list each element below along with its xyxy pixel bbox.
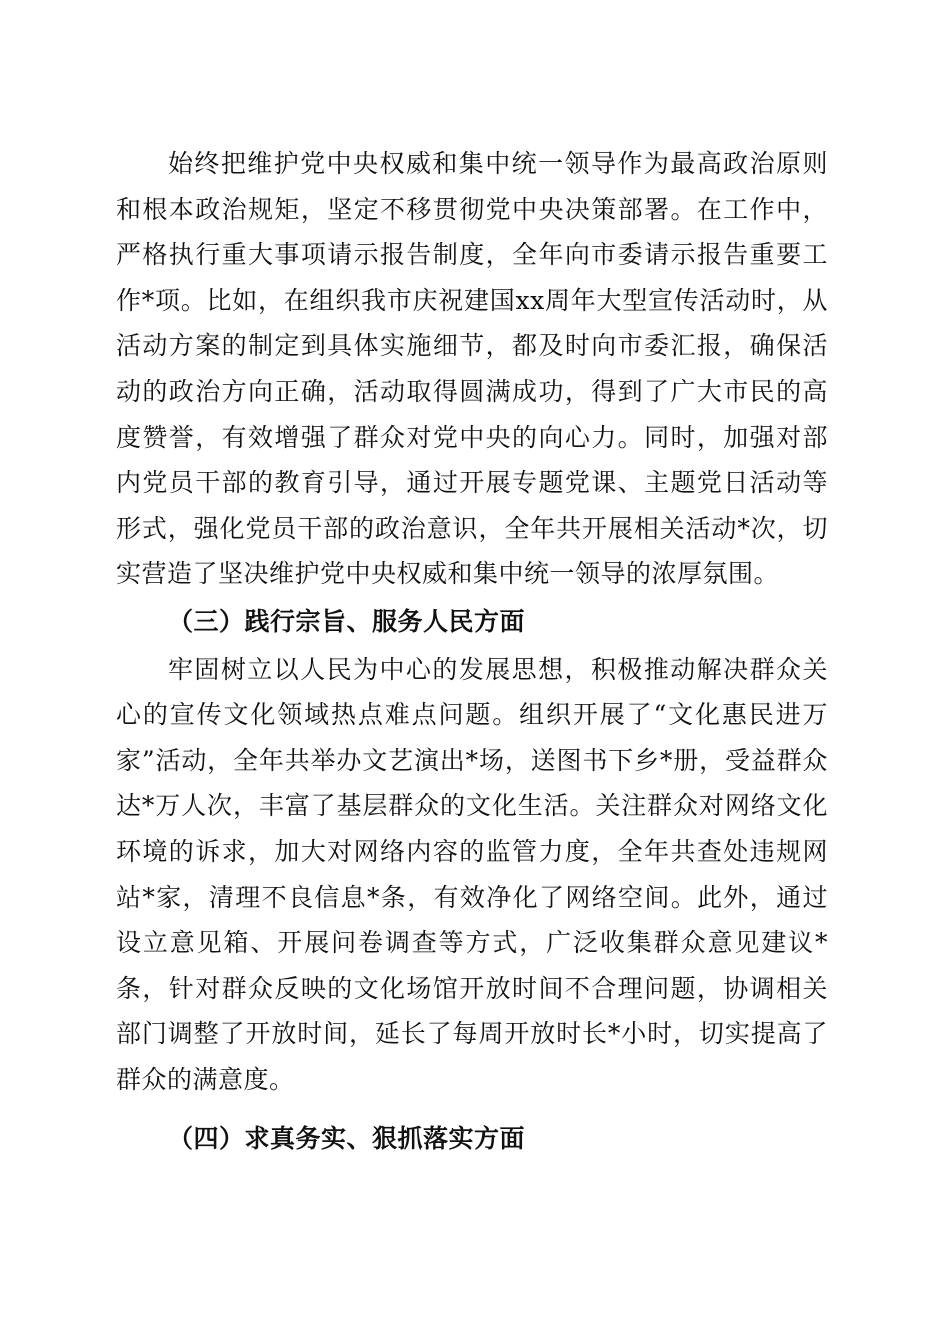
paragraph-political-leadership: 始终把维护党中央权威和集中统一领导作为最高政治原则和根本政治规矩，坚定不移贯彻党中央决策部署。在工作中，严格执行重大事项请示报告制度，全年向市委请示报告重要工作*项。比如，在组织我市庆祝建国xx周年大型宣传活动时，从活动方案的制定到具体实施细节，都及时向市委汇报，确保活动的政治方向正确，活动取得圆满成功，得到了广大市民的高度赞誉，有效增强了群众对党中央的向心力。同时，加强对部内党员干部的教育引导，通过开展专题党课、主题党日活动等形式，强化党员干部的政治意识，全年共开展相关活动*次，切实营造了坚决维护党中央权威和集中统一领导的浓厚氛围。 — [116, 149, 828, 589]
paragraph-serve-people: 牢固树立以人民为中心的发展思想，积极推动解决群众关心的宣传文化领域热点难点问题。组织开展了“文化惠民进万家”活动，全年共举办文艺演出*场，送图书下乡*册，受益群众达*万人次，丰富了基层群众的文化生活。关注群众对网络文化环境的诉求，加大对网络内容的监管力度，全年共查处违规网站*家，清理不良信息*条，有效净化了网络空间。此外，通过设立意见箱、开展问卷调查等方式，广泛收集群众意见建议*条，针对群众反映的文化场馆开放时间不合理问题，协调相关部门调整了开放时间，延长了每周开放时长*小时，切实提高了群众的满意度。 — [116, 654, 828, 1094]
document-body — [116, 141, 828, 1162]
section-heading-serve-people: （三）践行宗旨、服务人民方面 — [168, 606, 526, 636]
section-heading-implementation: （四）求真务实、狠抓落实方面 — [168, 1124, 526, 1154]
